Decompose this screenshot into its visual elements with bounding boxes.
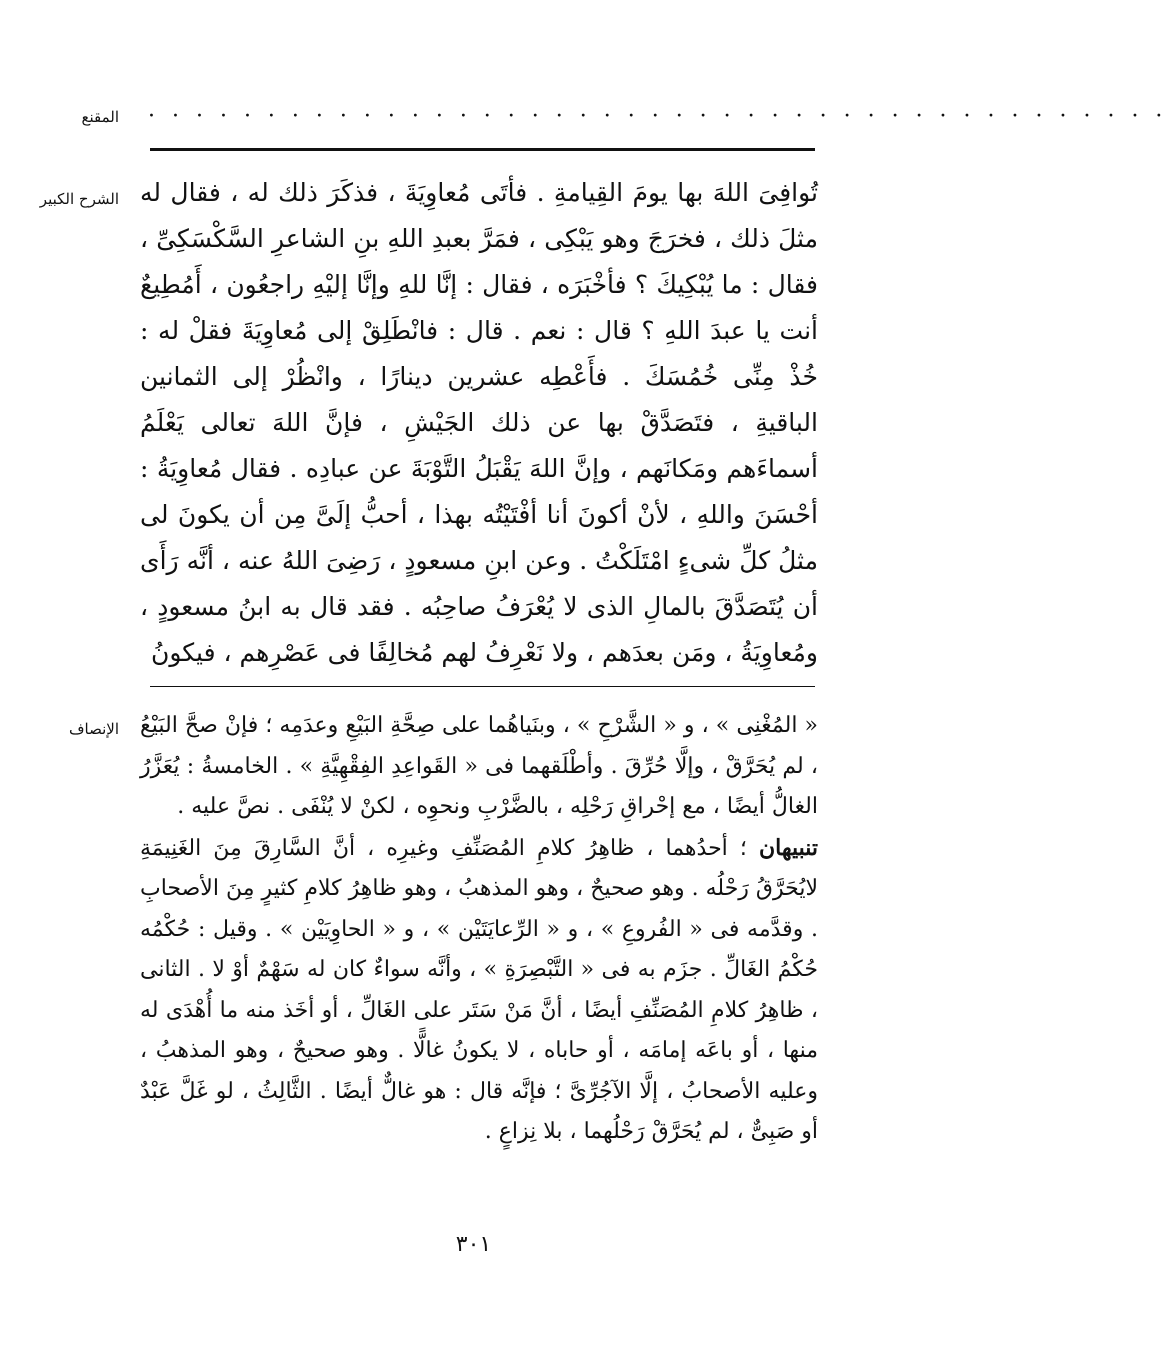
sharh-paragraph: تُوافِىَ اللهَ بها يومَ القِيامةِ . فأتَى مُعاوِيَةَ ، فذكَرَ ذلك له ، فقال له مثلَ ذلك ، فخرَجَ وهو يَبْكِى ، فمَرَّ بعبدِ اللهِ بنِ الشاعرِ السَّكْسَكِىِّ ، فقال : ما يُبْكِيكَ ؟ فأخْبَرَه ، فقال : إنَّا للهِ وإنَّا إليْهِ راجعُون ، أَمُطِيعٌ أنت يا عبدَ اللهِ ؟ قال : نعم . قال : فانْطَلِقْ إلى مُعاوِيَةَ فقلْ له : خُذْ مِنِّى خُمُسَكَ . فأَعْطِه عشرين دينارًا ، وانْظُرْ إلى الثمانين الباقيةِ ، فتَصَدَّقْ بها عن ذلك الجَيْشِ ، فإنَّ اللهَ تعالى يَعْلَمُ أسماءَهم ومَكانَهم ، وإنَّ اللهَ يَقْبَلُ التَّوْبَةَ عن عبادِه . فقال مُعاوِيَةُ : أحْسَنَ واللهِ ، لأنْ أكونَ أنا أفْتَيْتُه بهذا ، أحبُّ إلَىَّ مِن أن يكونَ لى مثلُ كلِّ شىءٍ امْتَلَكْتُ . وعن ابنِ مسعودٍ ، رَضِىَ اللهُ عنه ، أنَّه رَأَى أن يُتَصَدَّقَ بالمالِ الذى لا يُعْرَفُ صاحِبُه . فقد قال به ابنُ مسعودٍ ، ومُعاوِيَةُ ، ومَن بعدَهم ، ولا نَعْرِفُ لهم مُخالِفًا فى عَصْرِهم ، فيكونُ xyxy=(140,178,818,667)
header-rule xyxy=(150,148,815,151)
insaf-body xyxy=(140,706,818,1153)
sharh-body xyxy=(140,170,818,676)
header-dotted-leader: · · · · · · · · · · · · · · · · · · · · · · · · · · · · · · · · · · · · · · · · · · · xyxy=(148,104,1167,129)
tanbih-heading: تنبيهان xyxy=(758,834,818,861)
insaf-paragraph-2-text: ؛ أحدُهما ، ظاهِرُ كلامِ المُصَنِّفِ وغيرِه ، أنَّ السَّارِقَ مِنَ الغَنِيمَةِ لايُحَرَّقُ رَحْلُه . وهو صحيحٌ ، وهو المذهبُ ، وهو ظاهِرُ كلامِ كثيرٍ مِنَ الأصحابِ . وقدَّمه فى « الفُروعِ » ، و « الرِّعايَتَيْن » ، و « الحاوِيَيْن » . وقيل : حُكْمُه حُكْمُ الغَالِّ . جزَم به فى « التَّبْصِرَةِ » ، وأنَّه سواءٌ كان له سَهْمٌ أوْ لا . الثانى ، ظاهِرُ كلامِ المُصَنِّفِ أيضًا ، أنَّ مَنْ سَتَر على الغَالِّ ، أو أخَذ منه ما أُهْدَى له منها ، أو باعَه إمامَه ، أو حاباه ، لا يكونُ غالًّا . وهو صحيحٌ ، وهو المذهبُ ، وعليه الأصحابُ ، إلَّا الآجُرِّىَّ ؛ فإنَّه قال : هو غالٌّ أيضًا . الثَّالِثُ ، لو غَلَّ عَبْدٌ أو صَبِىٌّ ، لم يُحَرَّقْ رَحْلُهما ، بلا نِزاعٍ . xyxy=(140,835,818,1144)
section-divider-rule xyxy=(150,686,815,687)
insaf-paragraph-2 xyxy=(140,828,818,1153)
margin-label-sharh: الشرح الكبير xyxy=(39,190,119,208)
margin-label-insaf: الإنصاف xyxy=(68,720,119,738)
running-header-title: المقنع xyxy=(81,108,119,126)
page-number: ٣٠١ xyxy=(455,1232,492,1257)
insaf-paragraph-1: « المُغْنِى » ، و « الشَّرْحِ » ، وبنَياهُما على صِحَّةِ البَيْعِ وعدَمِه ؛ فإنْ صحَّ البَيْعُ ، لم يُحَرَّقْ ، وإلَّا حُرِّقَ . وأطْلَقهما فى « القَواعِدِ الفِقْهِيَّةِ » . الخامسةُ : يُعَزَّرُ الغالُّ أيضًا ، مع إحْراقِ رَحْلِه ، بالضَّرْبِ ونحوِه ، لكنْ لا يُنْفَى . نصَّ عليه . xyxy=(140,713,818,819)
